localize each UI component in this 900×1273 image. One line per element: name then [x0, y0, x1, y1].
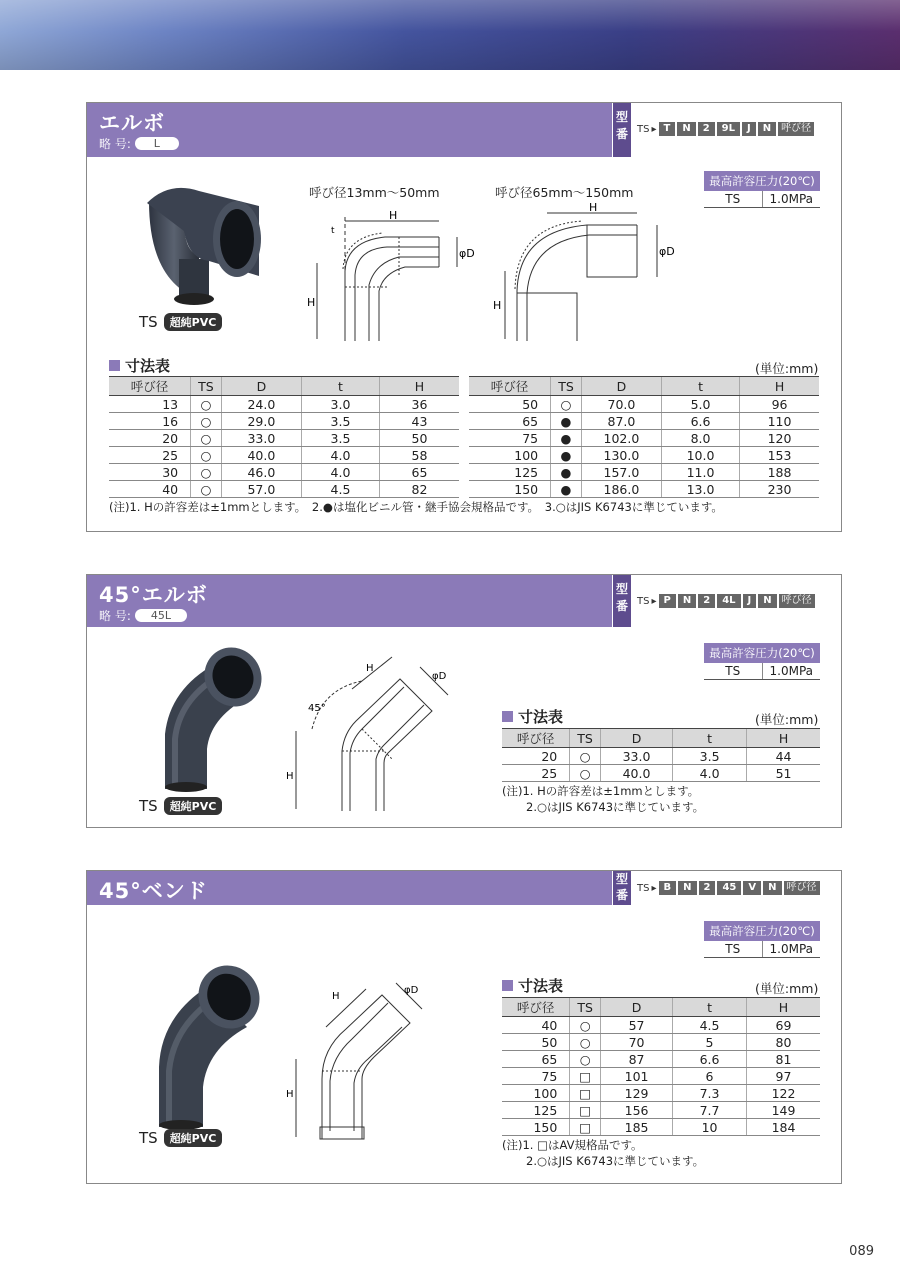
pressure-header: 最高許容圧力(20℃) [704, 643, 820, 663]
table-cell: ○ [191, 464, 222, 481]
table-cell: 4.5 [673, 1017, 747, 1034]
table-cell: 150 [469, 481, 551, 498]
table-cell: 25 [502, 765, 570, 782]
col-header: D [221, 377, 301, 396]
table-cell: 122 [746, 1085, 820, 1102]
col-header: TS [191, 377, 222, 396]
45-bend-diagram [286, 979, 442, 1139]
table-row [502, 748, 820, 765]
abbreviation [99, 607, 187, 624]
table-cell: 57 [601, 1017, 673, 1034]
note-line: (注)1. Hの許容差は±1mmとします。 [502, 784, 700, 798]
table-cell: 230 [740, 481, 819, 498]
table-row [109, 396, 459, 413]
table-cell: 50 [380, 430, 459, 447]
table-row [502, 1034, 820, 1051]
table-cell: 4.0 [673, 765, 747, 782]
arrow-icon: ▸ [651, 882, 657, 894]
dimension-table-right [469, 376, 819, 498]
table-cell: 149 [746, 1102, 820, 1119]
table-row [502, 1051, 820, 1068]
dim-d-label: φD [432, 671, 447, 682]
table-cell: 33.0 [221, 430, 301, 447]
code-size: 呼び径 [784, 881, 820, 895]
dim-d-label: φD [404, 985, 419, 996]
code-part: N [677, 122, 695, 136]
table-cell: 4.0 [301, 464, 379, 481]
title-bar [87, 103, 612, 157]
pressure-header: 最高許容圧力(20℃) [704, 171, 820, 191]
table-cell: ● [551, 464, 582, 481]
table-cell: 30 [109, 464, 191, 481]
model-code [637, 881, 820, 895]
table-cell: 96 [740, 396, 819, 413]
table-cell: 130.0 [581, 447, 661, 464]
dim-d-label: φD [459, 247, 475, 260]
dim-t-label: t [331, 226, 335, 236]
table-cell: □ [570, 1085, 601, 1102]
col-header: H [747, 729, 820, 748]
dim-h-label: H [389, 209, 398, 222]
arrow-icon: ▸ [651, 595, 657, 607]
dim-d-label-large: φD [659, 245, 675, 258]
table-cell: 5 [673, 1034, 747, 1051]
pressure-row [704, 663, 820, 680]
table-cell: 120 [740, 430, 819, 447]
col-header: D [600, 729, 672, 748]
table-cell: 5.0 [662, 396, 740, 413]
table-cell: 57.0 [221, 481, 301, 498]
table-cell: 185 [601, 1119, 673, 1136]
table-row [502, 1102, 820, 1119]
code-size: 呼び径 [779, 594, 815, 608]
section-title: 45°エルボ [99, 583, 208, 607]
table-cell: 20 [502, 748, 570, 765]
table-cell: ○ [551, 396, 582, 413]
table-cell: 40 [502, 1017, 570, 1034]
dimension-table [502, 728, 820, 782]
col-header: t [662, 377, 740, 396]
pressure-row [704, 191, 820, 208]
model-number-tab: 型 番 [613, 871, 631, 905]
code-part: 9L [717, 122, 740, 136]
table-cell: 24.0 [221, 396, 301, 413]
code-part: 2 [698, 122, 715, 136]
square-bullet-icon [109, 360, 120, 371]
material-badge: 超純PVC [164, 313, 223, 331]
col-header: H [380, 377, 459, 396]
table-cell: □ [570, 1068, 601, 1085]
table-cell: 4.0 [301, 447, 379, 464]
code-part: N [763, 881, 781, 895]
table-cell: 125 [469, 464, 551, 481]
diagram-label-large: 呼び径65mm～150mm [495, 185, 634, 200]
section-title: 45°ベンド [99, 879, 208, 903]
table-cell: 70 [601, 1034, 673, 1051]
table-title-text: 寸法表 [125, 357, 171, 375]
table-cell: ○ [191, 430, 222, 447]
table-cell: 65 [469, 413, 551, 430]
table-row [502, 1017, 820, 1034]
col-header: TS [570, 729, 601, 748]
table-cell: 36 [380, 396, 459, 413]
table-cell: ○ [191, 413, 222, 430]
table-cell: 65 [502, 1051, 570, 1068]
pressure-value: 1.0MPa [769, 942, 813, 956]
note-line: (注)1. □はAV規格品です。 [502, 1138, 643, 1152]
unit-label: (単位:mm) [755, 361, 819, 376]
table-cell: 25 [109, 447, 191, 464]
45-bend-photo [147, 957, 267, 1127]
unit-label: (単位:mm) [755, 981, 819, 996]
table-cell: ○ [191, 396, 222, 413]
table-cell: 3.5 [301, 413, 379, 430]
table-cell: ● [551, 413, 582, 430]
table-cell: 97 [746, 1068, 820, 1085]
max-pressure-table [704, 921, 820, 958]
table-cell: ○ [570, 748, 601, 765]
elbow-diagram-large [493, 201, 677, 341]
table-cell: 153 [740, 447, 819, 464]
table-notes [502, 783, 704, 815]
abbr-label: 略 号: [99, 609, 131, 623]
abbr-label: 略 号: [99, 137, 131, 151]
code-part: J [743, 594, 757, 608]
series-name: TS [139, 797, 158, 815]
table-cell: 50 [469, 396, 551, 413]
col-header: TS [570, 998, 601, 1017]
table-cell: 13 [109, 396, 191, 413]
table-cell: 46.0 [221, 464, 301, 481]
table-cell: 20 [109, 430, 191, 447]
table-cell: 16 [109, 413, 191, 430]
table-cell: 65 [380, 464, 459, 481]
table-cell: 40 [109, 481, 191, 498]
table-cell: 69 [746, 1017, 820, 1034]
col-header: 呼び径 [469, 377, 551, 396]
table-cell: 3.5 [301, 430, 379, 447]
elbow-photo [139, 181, 269, 311]
table-cell: 75 [502, 1068, 570, 1085]
table-title-text: 寸法表 [518, 977, 564, 995]
section-45-bend [86, 870, 842, 1184]
table-cell: ● [551, 430, 582, 447]
col-header: H [740, 377, 819, 396]
col-header: t [673, 729, 747, 748]
unit-label: (単位:mm) [755, 712, 819, 727]
angle-label: 45° [308, 703, 326, 714]
section-title: エルボ [99, 111, 165, 135]
square-bullet-icon [502, 980, 513, 991]
model-code [637, 594, 815, 608]
pressure-series: TS [704, 191, 763, 207]
45-elbow-photo [145, 639, 265, 789]
table-notes [109, 499, 723, 515]
45-elbow-diagram [286, 659, 452, 811]
table-cell: 156 [601, 1102, 673, 1119]
pressure-value: 1.0MPa [769, 664, 813, 678]
product-series-label [139, 313, 222, 331]
table-cell: 40.0 [600, 765, 672, 782]
table-row [469, 430, 819, 447]
table-header-row [502, 729, 820, 748]
table-row [109, 430, 459, 447]
material-badge: 超純PVC [164, 797, 223, 815]
table-cell: ● [551, 447, 582, 464]
table-cell: 50 [502, 1034, 570, 1051]
table-cell: 29.0 [221, 413, 301, 430]
table-cell: 81 [746, 1051, 820, 1068]
table-cell: ○ [191, 481, 222, 498]
note-line: 2.○はJIS K6743に準じています。 [526, 800, 705, 814]
table-cell: 186.0 [581, 481, 661, 498]
table-cell: 150 [502, 1119, 570, 1136]
table-row [109, 464, 459, 481]
title-bar [87, 575, 612, 627]
max-pressure-table [704, 643, 820, 680]
dimension-table-left [109, 376, 459, 498]
square-bullet-icon [502, 711, 513, 722]
dimension-table [502, 997, 820, 1136]
section-45-elbow [86, 574, 842, 828]
table-cell: ○ [570, 1017, 601, 1034]
table-cell: 82 [380, 481, 459, 498]
table-cell: 10 [673, 1119, 747, 1136]
table-cell: 10.0 [662, 447, 740, 464]
title-bar [87, 871, 612, 905]
pressure-series: TS [704, 663, 763, 679]
table-cell: 102.0 [581, 430, 661, 447]
dim-h-label: H [286, 771, 294, 782]
code-part: N [758, 594, 776, 608]
abbr-value: 45L [135, 609, 187, 622]
table-cell: 43 [380, 413, 459, 430]
series-name: TS [139, 1129, 158, 1147]
code-part: T [659, 122, 676, 136]
table-row [502, 1119, 820, 1136]
col-header: 呼び径 [502, 998, 570, 1017]
table-cell: 11.0 [662, 464, 740, 481]
model-number-tab: 型 番 [613, 575, 631, 627]
table-cell: 100 [469, 447, 551, 464]
code-part: 2 [698, 594, 715, 608]
col-header: t [673, 998, 747, 1017]
table-cell: 4.5 [301, 481, 379, 498]
pressure-value: 1.0MPa [769, 192, 813, 206]
table-row [469, 464, 819, 481]
table-cell: ○ [570, 1051, 601, 1068]
pressure-row [704, 941, 820, 958]
model-number-tab: 型 番 [613, 103, 631, 157]
code-part: N [678, 881, 696, 895]
table-cell: 6 [673, 1068, 747, 1085]
table-cell: 87 [601, 1051, 673, 1068]
code-part: N [758, 122, 776, 136]
table-cell: ○ [570, 765, 601, 782]
section-elbow [86, 102, 842, 532]
code-prefix: TS [637, 123, 650, 135]
table-title-text: 寸法表 [518, 708, 564, 726]
table-cell: 3.0 [301, 396, 379, 413]
table-cell: 3.5 [673, 748, 747, 765]
table-row [502, 765, 820, 782]
pressure-header: 最高許容圧力(20℃) [704, 921, 820, 941]
table-row [109, 481, 459, 498]
code-part: 4L [717, 594, 740, 608]
arrow-icon: ▸ [651, 123, 657, 135]
code-part: N [678, 594, 696, 608]
table-cell: 44 [747, 748, 820, 765]
code-part: 45 [717, 881, 741, 895]
table-cell: □ [570, 1102, 601, 1119]
table-notes [502, 1137, 704, 1169]
dim-h-vertical-label-large: H [493, 299, 502, 312]
table-cell: 110 [740, 413, 819, 430]
table-row [469, 413, 819, 430]
dimension-table-title [502, 975, 563, 996]
page-number: 089 [849, 1244, 874, 1259]
col-header: D [601, 998, 673, 1017]
table-cell: 6.6 [673, 1051, 747, 1068]
table-header-row [502, 998, 820, 1017]
product-series-label [139, 797, 222, 815]
max-pressure-table [704, 171, 820, 208]
dim-h-diag-label: H [366, 663, 374, 674]
dim-h-diag-label: H [332, 991, 340, 1002]
table-row [469, 481, 819, 498]
note-line: (注)1. Hの許容差は±1mmとします。 2.●は塩化ビニル管・継手協会規格品です。 3.○はJIS K6743に準じています。 [109, 500, 723, 514]
table-row [109, 413, 459, 430]
col-header: 呼び径 [502, 729, 570, 748]
code-part: B [659, 881, 677, 895]
material-badge: 超純PVC [164, 1129, 223, 1147]
dimension-table-title [502, 706, 563, 727]
table-cell: 87.0 [581, 413, 661, 430]
note-line: 2.○はJIS K6743に準じています。 [526, 1154, 705, 1168]
col-header: TS [551, 377, 582, 396]
table-row [109, 447, 459, 464]
table-row [469, 447, 819, 464]
table-cell: 33.0 [600, 748, 672, 765]
table-cell: 80 [746, 1034, 820, 1051]
table-header-row [469, 377, 819, 396]
table-cell: 188 [740, 464, 819, 481]
table-cell: 13.0 [662, 481, 740, 498]
code-part: V [743, 881, 761, 895]
table-cell: 100 [502, 1085, 570, 1102]
table-cell: □ [570, 1119, 601, 1136]
series-name: TS [139, 313, 158, 331]
table-row [502, 1068, 820, 1085]
product-series-label [139, 1129, 222, 1147]
table-cell: 184 [746, 1119, 820, 1136]
col-header: D [581, 377, 661, 396]
table-cell: 58 [380, 447, 459, 464]
diagram-label-small: 呼び径13mm～50mm [309, 185, 440, 200]
table-cell: 8.0 [662, 430, 740, 447]
table-cell: 51 [747, 765, 820, 782]
code-part: P [659, 594, 676, 608]
table-cell: ○ [191, 447, 222, 464]
dim-h-label-large: H [589, 201, 598, 214]
dim-h-label: H [286, 1089, 294, 1100]
table-cell: 101 [601, 1068, 673, 1085]
table-cell: 40.0 [221, 447, 301, 464]
table-cell: 7.3 [673, 1085, 747, 1102]
table-cell: 129 [601, 1085, 673, 1102]
table-row [469, 396, 819, 413]
col-header: t [301, 377, 379, 396]
table-cell: 6.6 [662, 413, 740, 430]
code-part: 2 [699, 881, 716, 895]
table-cell: 75 [469, 430, 551, 447]
code-prefix: TS [637, 882, 650, 894]
abbr-value: L [135, 137, 179, 150]
table-cell: 7.7 [673, 1102, 747, 1119]
model-code [637, 122, 814, 136]
table-cell: 157.0 [581, 464, 661, 481]
col-header: 呼び径 [109, 377, 191, 396]
header-banner [0, 0, 900, 70]
pressure-series: TS [704, 941, 763, 957]
table-cell: 70.0 [581, 396, 661, 413]
dimension-table-title [109, 355, 170, 376]
table-header-row [109, 377, 459, 396]
code-size: 呼び径 [778, 122, 814, 136]
code-part: J [742, 122, 756, 136]
abbreviation [99, 135, 179, 152]
table-cell: 125 [502, 1102, 570, 1119]
table-cell: ○ [570, 1034, 601, 1051]
elbow-diagram-small [307, 211, 477, 341]
col-header: H [746, 998, 820, 1017]
table-cell: ● [551, 481, 582, 498]
code-prefix: TS [637, 595, 650, 607]
dim-h-vertical-label: H [307, 296, 316, 309]
table-row [502, 1085, 820, 1102]
